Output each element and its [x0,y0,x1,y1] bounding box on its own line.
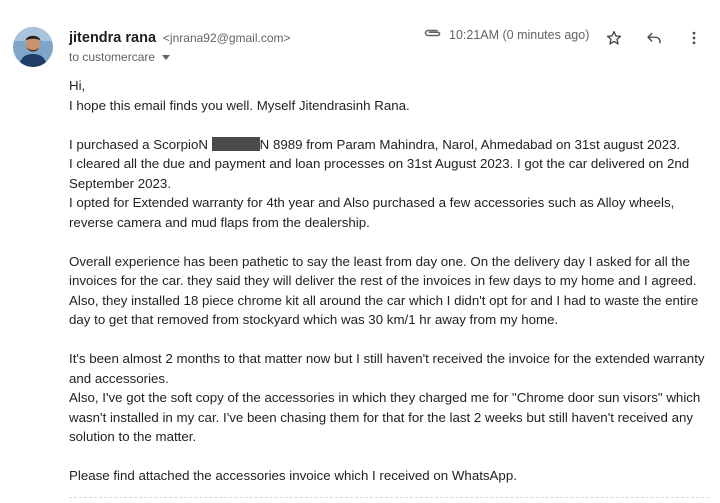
divider [69,497,709,498]
star-button[interactable] [603,27,625,49]
greeting: Hi, [69,78,86,93]
purchase-text-start: I purchased a ScorpioN [69,136,212,152]
chevron-down-icon[interactable] [162,55,170,60]
warranty-paragraph: I opted for Extended warranty for 4th year and Also purchased a few accessories such as Alloy wheels, reverse camera and mud flaps from the dealership. [69,195,675,230]
reply-button[interactable] [643,27,665,49]
intro-paragraph: I hope this email finds you well. Myself Jitendrasinh Rana. [69,97,410,113]
redaction-block [212,137,260,151]
recipient-details-toggle[interactable] [69,49,170,65]
payment-paragraph: I cleared all the due and payment and loan processes on 31st August 2023. I got the car delivered on 2nd September 2023. [69,156,690,191]
avatar[interactable] [13,27,53,67]
pending-invoice-paragraph: It's been almost 2 months to that matter now but I still haven't received the invoice for the extended warranty and accessories. [69,351,705,386]
profile-photo [13,27,53,67]
email-body [69,76,709,486]
purchase-paragraph [69,135,709,155]
more-vert-icon [685,29,703,47]
more-options-button[interactable] [683,27,705,49]
paperclip-icon [423,27,443,42]
sender-line [69,28,291,47]
soft-copy-paragraph: Also, I've got the soft copy of the accessories in which they charged me for "Chrome door sun visors" which wasn't installed in my car. I've been chasing them for that for the last 2 weeks but still haven't received any solution to the matter. [69,390,701,444]
sender-email: <jnrana92@gmail.com> [162,31,291,45]
reply-icon [645,29,663,47]
sender-name[interactable]: jitendra rana [69,30,157,46]
recipient-label: to customercare [69,50,156,64]
purchase-text-end: N 8989 from Param Mahindra, Narol, Ahmedabad on 31st august 2023. [259,136,681,152]
timestamp: 10:21AM (0 minutes ago) [449,27,590,42]
message-meta [423,27,589,42]
attachment-note: Please find attached the accessories invoice which I received on WhatsApp. [69,468,517,483]
star-icon [605,29,623,47]
experience-paragraph: Overall experience has been pathetic to say the least from day one. On the delivery day I asked for all the invoices for the car. they said they will deliver the rest of the invoices in few days to my home and I agreed. Also, they installed 18 piece chrome kit all around the car which I didn't opt for and I had to waste the entire day to get that removed from stockyard which was 30 km/1 hr away from my home. [69,253,699,327]
